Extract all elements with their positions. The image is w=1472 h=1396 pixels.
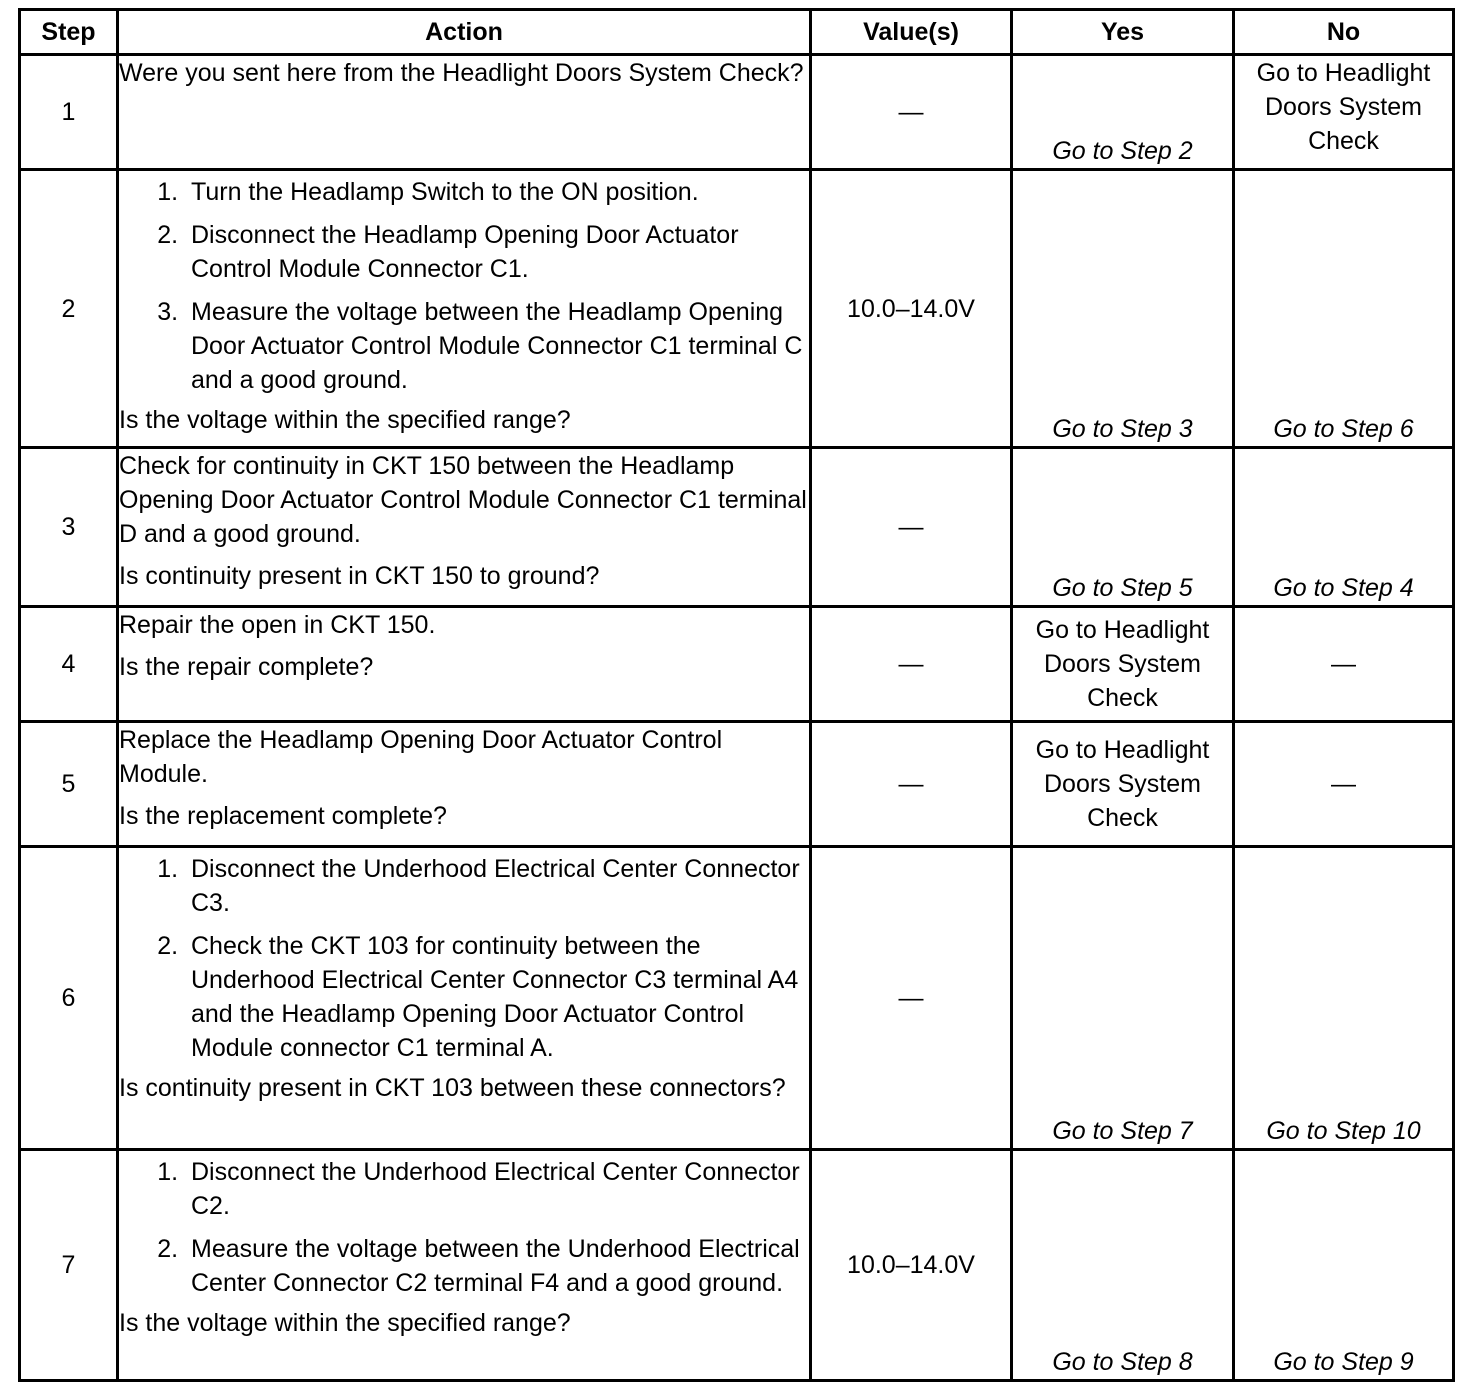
- step-number: 1: [20, 55, 118, 170]
- action-question: Is continuity present in CKT 103 between these connectors?: [119, 1074, 786, 1102]
- action-text: Repair the open in CKT 150.: [119, 611, 436, 639]
- yes-cell[interactable]: Go to Step 5: [1012, 448, 1234, 607]
- action-cell: [118, 847, 811, 1150]
- yes-cell[interactable]: Go to Step 7: [1012, 847, 1234, 1150]
- action-cell: [118, 448, 811, 607]
- substep-list: [119, 175, 809, 397]
- yes-cell[interactable]: Go to Step 2: [1012, 55, 1234, 170]
- step-number: 3: [20, 448, 118, 607]
- action-cell: [118, 170, 811, 448]
- action-question: Is the voltage within the specified range?: [119, 1309, 571, 1337]
- value-cell: —: [811, 448, 1012, 607]
- no-cell[interactable]: Go to Step 9: [1234, 1150, 1454, 1381]
- diagnostic-table: [18, 8, 1455, 1382]
- value-cell: —: [811, 847, 1012, 1150]
- no-cell[interactable]: Go to Step 4: [1234, 448, 1454, 607]
- substep: 1. Disconnect the Underhood Electrical Center Connector C3.: [185, 852, 809, 920]
- value-cell: —: [811, 722, 1012, 847]
- header-step: Step: [20, 10, 118, 55]
- table-row: [20, 170, 1454, 448]
- action-cell: [118, 55, 811, 170]
- action-question: Is continuity present in CKT 150 to ground?: [119, 562, 600, 590]
- step-number: 7: [20, 1150, 118, 1381]
- no-cell[interactable]: Go to Step 10: [1234, 847, 1454, 1150]
- action-cell: [118, 607, 811, 722]
- action-question: Is the repair complete?: [119, 653, 374, 681]
- table-row: [20, 722, 1454, 847]
- action-cell: [118, 1150, 811, 1381]
- step-number: 5: [20, 722, 118, 847]
- action-text: Replace the Headlamp Opening Door Actuator Control Module.: [119, 726, 723, 788]
- no-cell[interactable]: Go to Headlight Doors System Check: [1234, 55, 1454, 170]
- substep: 2. Disconnect the Headlamp Opening Door Actuator Control Module Connector C1.: [185, 218, 809, 286]
- header-row: [20, 10, 1454, 55]
- table-row: [20, 55, 1454, 170]
- yes-cell[interactable]: Go to Step 3: [1012, 170, 1234, 448]
- header-no: No: [1234, 10, 1454, 55]
- value-cell: —: [811, 55, 1012, 170]
- header-action: Action: [118, 10, 811, 55]
- substep: 2. Measure the voltage between the Underhood Electrical Center Connector C2 terminal F4 and a good ground.: [185, 1232, 809, 1300]
- value-cell: 10.0–14.0V: [811, 170, 1012, 448]
- table-row: [20, 1150, 1454, 1381]
- substep: 3. Measure the voltage between the Headlamp Opening Door Actuator Control Module Connector C1 terminal C and a good ground.: [185, 295, 809, 397]
- step-number: 4: [20, 607, 118, 722]
- table-row: [20, 448, 1454, 607]
- step-number: 6: [20, 847, 118, 1150]
- action-text: Check for continuity in CKT 150 between the Headlamp Opening Door Actuator Control Module Connector C1 terminal D and a good ground.: [119, 452, 807, 548]
- substep-list: [119, 852, 809, 1065]
- table-row: [20, 847, 1454, 1150]
- yes-cell[interactable]: Go to Headlight Doors System Check: [1012, 607, 1234, 722]
- table-row: [20, 607, 1454, 722]
- action-cell: [118, 722, 811, 847]
- value-cell: 10.0–14.0V: [811, 1150, 1012, 1381]
- header-value: Value(s): [811, 10, 1012, 55]
- step-number: 2: [20, 170, 118, 448]
- action-text: Were you sent here from the Headlight Doors System Check?: [119, 59, 804, 87]
- value-cell: —: [811, 607, 1012, 722]
- substep: 2. Check the CKT 103 for continuity between the Underhood Electrical Center Connector C3 terminal A4 and the Headlamp Opening Door Actuator Control Module connector C1 terminal A.: [185, 929, 809, 1065]
- yes-cell[interactable]: Go to Headlight Doors System Check: [1012, 722, 1234, 847]
- substep-list: [119, 1155, 809, 1300]
- yes-cell[interactable]: Go to Step 8: [1012, 1150, 1234, 1381]
- no-cell: —: [1234, 722, 1454, 847]
- substep: 1. Disconnect the Underhood Electrical Center Connector C2.: [185, 1155, 809, 1223]
- action-question: Is the replacement complete?: [119, 802, 447, 830]
- no-cell[interactable]: Go to Step 6: [1234, 170, 1454, 448]
- substep: 1. Turn the Headlamp Switch to the ON position.: [185, 175, 809, 209]
- no-cell: —: [1234, 607, 1454, 722]
- action-question: Is the voltage within the specified range?: [119, 406, 571, 434]
- header-yes: Yes: [1012, 10, 1234, 55]
